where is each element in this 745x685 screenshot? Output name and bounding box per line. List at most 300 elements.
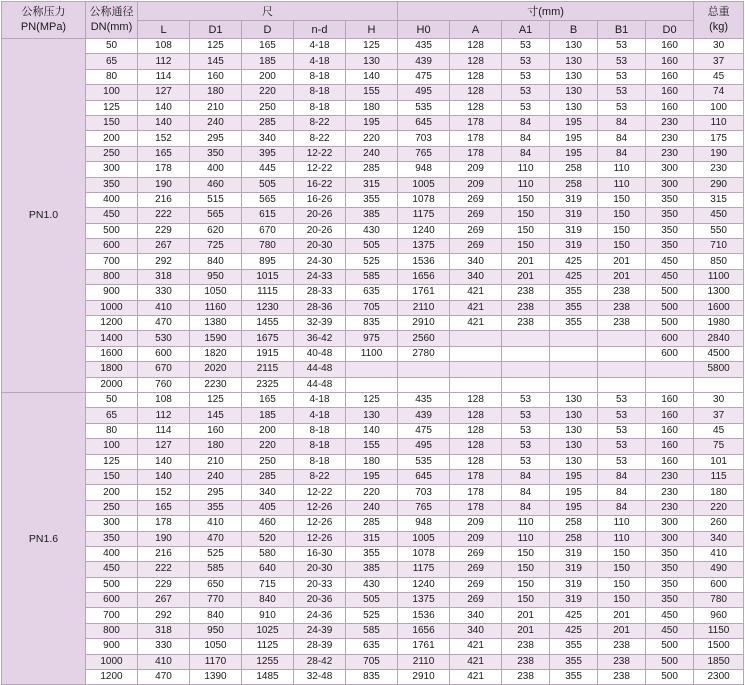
cell-H0: 2110 <box>398 654 450 669</box>
table-row <box>2 54 744 69</box>
cell-D1: 125 <box>190 39 242 54</box>
cell-A: 128 <box>450 54 502 69</box>
cell-H0: 1078 <box>398 192 450 207</box>
cell-weight: 1600 <box>694 300 744 315</box>
cell-B1 <box>598 362 646 377</box>
cell-dn: 1400 <box>86 331 138 346</box>
table-row <box>2 331 744 346</box>
cell-D: 250 <box>242 454 294 469</box>
cell-dn: 100 <box>86 439 138 454</box>
cell-n-d: 12-22 <box>294 146 346 161</box>
cell-n-d: 24-30 <box>294 254 346 269</box>
cell-D0: 160 <box>646 439 694 454</box>
cell-D: 615 <box>242 208 294 223</box>
cell-dn: 50 <box>86 392 138 407</box>
cell-L: 410 <box>138 300 190 315</box>
cell-B1: 238 <box>598 654 646 669</box>
cell-D1: 620 <box>190 223 242 238</box>
cell-A: 128 <box>450 100 502 115</box>
cell-D: 910 <box>242 608 294 623</box>
cell-dn: 1600 <box>86 346 138 361</box>
cell-D1: 410 <box>190 516 242 531</box>
table-row <box>2 285 744 300</box>
cell-B: 195 <box>550 131 598 146</box>
cell-H: 1100 <box>346 346 398 361</box>
cell-H0: 948 <box>398 162 450 177</box>
table-row <box>2 654 744 669</box>
cell-D: 220 <box>242 439 294 454</box>
cell-H: 835 <box>346 670 398 685</box>
cell-H: 315 <box>346 177 398 192</box>
cell-D1: 125 <box>190 392 242 407</box>
table-row <box>2 69 744 84</box>
cell-H0: 1656 <box>398 269 450 284</box>
cell-H: 385 <box>346 208 398 223</box>
cell-H0: 645 <box>398 115 450 130</box>
cell-L: 410 <box>138 654 190 669</box>
cell-A1: 84 <box>502 146 550 161</box>
cell-L: 229 <box>138 223 190 238</box>
table-row <box>2 115 744 130</box>
cell-H0: 765 <box>398 500 450 515</box>
weight-column-header-text: 总重 (kg) <box>707 6 730 33</box>
cell-H0: 2910 <box>398 670 450 685</box>
table-row <box>2 500 744 515</box>
table-row <box>2 562 744 577</box>
table-row <box>2 362 744 377</box>
cell-A1: 201 <box>502 608 550 623</box>
cell-A1: 201 <box>502 254 550 269</box>
cell-n-d: 8-22 <box>294 469 346 484</box>
cell-B: 258 <box>550 531 598 546</box>
col-header-A1: A1 <box>502 21 550 39</box>
cell-dn: 350 <box>86 531 138 546</box>
cell-D1: 210 <box>190 454 242 469</box>
cell-A1: 150 <box>502 192 550 207</box>
cell-D1: 1050 <box>190 285 242 300</box>
cell-D0: 160 <box>646 408 694 423</box>
cell-B1 <box>598 331 646 346</box>
cell-n-d: 28-42 <box>294 654 346 669</box>
cell-D: 1025 <box>242 623 294 638</box>
cell-H0: 495 <box>398 85 450 100</box>
cell-weight: 175 <box>694 131 744 146</box>
cell-B1: 150 <box>598 577 646 592</box>
cell-D: 1255 <box>242 654 294 669</box>
cell-H0: 435 <box>398 392 450 407</box>
cell-D: 840 <box>242 593 294 608</box>
cell-D0: 450 <box>646 269 694 284</box>
cell-H: 130 <box>346 54 398 69</box>
cell-dn: 200 <box>86 131 138 146</box>
cell-D0: 160 <box>646 454 694 469</box>
cell-D: 285 <box>242 115 294 130</box>
table-row <box>2 546 744 561</box>
cell-D0: 500 <box>646 654 694 669</box>
cell-B1: 53 <box>598 454 646 469</box>
cell-D0: 350 <box>646 593 694 608</box>
cell-B1: 84 <box>598 469 646 484</box>
cell-weight: 1850 <box>694 654 744 669</box>
cell-L: 600 <box>138 346 190 361</box>
cell-A1: 53 <box>502 408 550 423</box>
cell-H0: 2910 <box>398 316 450 331</box>
cell-B1: 84 <box>598 485 646 500</box>
cell-n-d: 16-30 <box>294 546 346 561</box>
cell-B: 130 <box>550 439 598 454</box>
cell-dn: 700 <box>86 254 138 269</box>
cell-B: 195 <box>550 469 598 484</box>
cell-A1: 150 <box>502 223 550 238</box>
cell-D1: 650 <box>190 577 242 592</box>
cell-D0: 500 <box>646 639 694 654</box>
cell-H: 125 <box>346 39 398 54</box>
table-row <box>2 162 744 177</box>
cell-dn: 700 <box>86 608 138 623</box>
cell-weight: 115 <box>694 469 744 484</box>
cell-H: 705 <box>346 654 398 669</box>
table-row <box>2 577 744 592</box>
col-header-D1: D1 <box>190 21 242 39</box>
cell-weight: 180 <box>694 485 744 500</box>
cell-D: 895 <box>242 254 294 269</box>
cell-B: 425 <box>550 254 598 269</box>
cell-weight: 550 <box>694 223 744 238</box>
table-row <box>2 131 744 146</box>
cell-H0: 1536 <box>398 254 450 269</box>
cell-B: 130 <box>550 100 598 115</box>
cell-weight: 1150 <box>694 623 744 638</box>
cell-D0: 300 <box>646 177 694 192</box>
cell-B: 195 <box>550 485 598 500</box>
cell-B: 130 <box>550 85 598 100</box>
cell-H: 705 <box>346 300 398 315</box>
cell-dn: 800 <box>86 269 138 284</box>
cell-A: 421 <box>450 285 502 300</box>
col-header-B: B <box>550 21 598 39</box>
cell-B1: 150 <box>598 192 646 207</box>
cell-H0: 765 <box>398 146 450 161</box>
cell-D1: 210 <box>190 100 242 115</box>
cell-dn: 900 <box>86 285 138 300</box>
cell-weight: 260 <box>694 516 744 531</box>
cell-L: 127 <box>138 85 190 100</box>
table-row <box>2 100 744 115</box>
cell-H: 385 <box>346 562 398 577</box>
cell-A1: 238 <box>502 654 550 669</box>
cell-n-d: 16-26 <box>294 192 346 207</box>
dn-column-header <box>86 2 138 39</box>
cell-L: 114 <box>138 423 190 438</box>
cell-A1: 238 <box>502 300 550 315</box>
cell-H: 155 <box>346 85 398 100</box>
cell-H: 130 <box>346 408 398 423</box>
cell-D1: 145 <box>190 54 242 69</box>
cell-D1: 1050 <box>190 639 242 654</box>
cell-H0: 475 <box>398 69 450 84</box>
cell-H0: 535 <box>398 100 450 115</box>
col-header-D: D <box>242 21 294 39</box>
cell-H0: 1536 <box>398 608 450 623</box>
cell-dn: 1800 <box>86 362 138 377</box>
cell-D0: 350 <box>646 192 694 207</box>
cell-D1: 770 <box>190 593 242 608</box>
cell-weight: 75 <box>694 439 744 454</box>
cell-n-d: 24-36 <box>294 608 346 623</box>
cell-D0: 350 <box>646 223 694 238</box>
table-row <box>2 423 744 438</box>
cell-B: 319 <box>550 192 598 207</box>
cell-dn: 200 <box>86 485 138 500</box>
cell-D0 <box>646 362 694 377</box>
cell-B1: 150 <box>598 562 646 577</box>
cell-B1: 53 <box>598 69 646 84</box>
cell-n-d: 8-18 <box>294 454 346 469</box>
cell-D0: 160 <box>646 85 694 100</box>
cell-D: 2115 <box>242 362 294 377</box>
table-row <box>2 516 744 531</box>
cell-n-d: 32-48 <box>294 670 346 685</box>
cell-D0: 600 <box>646 331 694 346</box>
cell-A: 269 <box>450 562 502 577</box>
cell-dn: 150 <box>86 469 138 484</box>
cell-D: 1485 <box>242 670 294 685</box>
cell-A: 269 <box>450 546 502 561</box>
cell-A: 209 <box>450 531 502 546</box>
cell-L: 222 <box>138 208 190 223</box>
table-row <box>2 177 744 192</box>
cell-D: 1915 <box>242 346 294 361</box>
cell-weight: 37 <box>694 54 744 69</box>
cell-B: 195 <box>550 115 598 130</box>
cell-H0: 439 <box>398 54 450 69</box>
cell-D: 165 <box>242 39 294 54</box>
cell-D0: 230 <box>646 131 694 146</box>
cell-H: 315 <box>346 531 398 546</box>
cell-A: 178 <box>450 485 502 500</box>
cell-A1 <box>502 331 550 346</box>
cell-n-d: 8-18 <box>294 100 346 115</box>
cell-B: 130 <box>550 408 598 423</box>
cell-dn: 1000 <box>86 654 138 669</box>
cell-D1: 1590 <box>190 331 242 346</box>
cell-D1: 295 <box>190 485 242 500</box>
cell-weight: 1980 <box>694 316 744 331</box>
cell-n-d: 20-36 <box>294 593 346 608</box>
cell-H: 140 <box>346 69 398 84</box>
cell-H: 155 <box>346 439 398 454</box>
cell-D1: 2020 <box>190 362 242 377</box>
cell-B1: 238 <box>598 639 646 654</box>
cell-A1: 238 <box>502 285 550 300</box>
cell-A1: 110 <box>502 516 550 531</box>
cell-A1 <box>502 377 550 392</box>
cell-D1: 950 <box>190 623 242 638</box>
table-row <box>2 531 744 546</box>
cell-n-d: 12-22 <box>294 162 346 177</box>
cell-B <box>550 331 598 346</box>
cell-B1: 150 <box>598 239 646 254</box>
cell-L: 470 <box>138 670 190 685</box>
cell-H: 430 <box>346 577 398 592</box>
cell-A1: 201 <box>502 623 550 638</box>
col-header-H: H <box>346 21 398 39</box>
cell-B1: 150 <box>598 208 646 223</box>
cell-D: 520 <box>242 531 294 546</box>
cell-D1: 160 <box>190 69 242 84</box>
table-row <box>2 608 744 623</box>
cell-D: 165 <box>242 392 294 407</box>
cell-L: 670 <box>138 362 190 377</box>
cell-weight: 5800 <box>694 362 744 377</box>
cell-B1: 84 <box>598 115 646 130</box>
cell-A: 128 <box>450 454 502 469</box>
cell-H0 <box>398 362 450 377</box>
cell-H: 220 <box>346 485 398 500</box>
cell-dn: 900 <box>86 639 138 654</box>
cell-n-d: 44-48 <box>294 362 346 377</box>
cell-D1: 1160 <box>190 300 242 315</box>
cell-L: 267 <box>138 239 190 254</box>
cell-n-d: 8-22 <box>294 115 346 130</box>
cell-H0: 495 <box>398 439 450 454</box>
cell-H0: 1175 <box>398 562 450 577</box>
cell-A: 340 <box>450 254 502 269</box>
cell-n-d: 8-18 <box>294 439 346 454</box>
cell-A: 128 <box>450 39 502 54</box>
cell-L: 216 <box>138 192 190 207</box>
cell-B1: 110 <box>598 177 646 192</box>
cell-H: 635 <box>346 285 398 300</box>
cell-D0: 300 <box>646 162 694 177</box>
cell-D: 460 <box>242 516 294 531</box>
cell-D1: 400 <box>190 162 242 177</box>
cell-D: 200 <box>242 69 294 84</box>
cell-A1: 110 <box>502 177 550 192</box>
cell-dn: 500 <box>86 577 138 592</box>
cell-D: 1125 <box>242 639 294 654</box>
cell-B1 <box>598 346 646 361</box>
cell-D1: 725 <box>190 239 242 254</box>
cell-D0: 230 <box>646 485 694 500</box>
dimension-header-right-text: 寸(mm) <box>527 6 564 18</box>
cell-A1: 201 <box>502 269 550 284</box>
cell-L: 330 <box>138 285 190 300</box>
cell-B <box>550 346 598 361</box>
cell-B1: 238 <box>598 316 646 331</box>
cell-D: 670 <box>242 223 294 238</box>
cell-L: 318 <box>138 623 190 638</box>
cell-dn: 100 <box>86 85 138 100</box>
cell-L: 112 <box>138 408 190 423</box>
cell-B: 355 <box>550 670 598 685</box>
table-row <box>2 269 744 284</box>
cell-A: 128 <box>450 69 502 84</box>
cell-B: 130 <box>550 39 598 54</box>
cell-B1: 53 <box>598 408 646 423</box>
cell-H0: 2560 <box>398 331 450 346</box>
spec-table-body <box>2 39 744 685</box>
cell-A1: 53 <box>502 85 550 100</box>
cell-A: 178 <box>450 500 502 515</box>
cell-n-d: 20-33 <box>294 577 346 592</box>
cell-dn: 300 <box>86 162 138 177</box>
cell-A1: 84 <box>502 115 550 130</box>
pn-group-label: PN1.6 <box>2 392 86 684</box>
cell-H0: 435 <box>398 39 450 54</box>
cell-B1: 84 <box>598 146 646 161</box>
cell-H: 220 <box>346 131 398 146</box>
cell-A: 340 <box>450 623 502 638</box>
cell-D: 340 <box>242 131 294 146</box>
cell-L: 140 <box>138 100 190 115</box>
cell-D0: 300 <box>646 531 694 546</box>
cell-A: 269 <box>450 208 502 223</box>
cell-B: 195 <box>550 500 598 515</box>
cell-D0: 300 <box>646 516 694 531</box>
cell-D: 1675 <box>242 331 294 346</box>
cell-H: 355 <box>346 192 398 207</box>
cell-dn: 250 <box>86 146 138 161</box>
cell-L: 127 <box>138 439 190 454</box>
cell-D1: 1390 <box>190 670 242 685</box>
cell-L: 108 <box>138 392 190 407</box>
cell-B: 355 <box>550 300 598 315</box>
cell-D1: 1820 <box>190 346 242 361</box>
cell-weight <box>694 377 744 392</box>
cell-n-d: 32-39 <box>294 316 346 331</box>
cell-D0: 600 <box>646 346 694 361</box>
cell-H: 975 <box>346 331 398 346</box>
cell-L: 318 <box>138 269 190 284</box>
cell-D1: 515 <box>190 192 242 207</box>
cell-dn: 80 <box>86 69 138 84</box>
cell-D: 1015 <box>242 269 294 284</box>
cell-weight: 1300 <box>694 285 744 300</box>
cell-B: 258 <box>550 177 598 192</box>
cell-dn: 65 <box>86 408 138 423</box>
cell-dn: 1000 <box>86 300 138 315</box>
cell-D0: 160 <box>646 392 694 407</box>
cell-weight: 710 <box>694 239 744 254</box>
dimension-header-left <box>138 2 398 21</box>
cell-dn: 450 <box>86 208 138 223</box>
cell-A: 128 <box>450 408 502 423</box>
cell-n-d: 44-48 <box>294 377 346 392</box>
cell-H0: 2110 <box>398 300 450 315</box>
cell-L: 165 <box>138 500 190 515</box>
cell-B1: 150 <box>598 593 646 608</box>
cell-H: 585 <box>346 269 398 284</box>
cell-weight: 101 <box>694 454 744 469</box>
cell-B <box>550 377 598 392</box>
cell-B1: 84 <box>598 131 646 146</box>
cell-D: 395 <box>242 146 294 161</box>
cell-L: 190 <box>138 177 190 192</box>
dimension-header-left-text: 尺 <box>262 6 274 18</box>
cell-weight: 1500 <box>694 639 744 654</box>
cell-n-d: 12-26 <box>294 500 346 515</box>
cell-H: 505 <box>346 239 398 254</box>
cell-H: 180 <box>346 100 398 115</box>
table-row <box>2 593 744 608</box>
table-row <box>2 454 744 469</box>
cell-D1: 585 <box>190 562 242 577</box>
cell-A1: 110 <box>502 162 550 177</box>
cell-A1: 150 <box>502 208 550 223</box>
cell-n-d: 28-39 <box>294 639 346 654</box>
cell-H0: 1005 <box>398 177 450 192</box>
